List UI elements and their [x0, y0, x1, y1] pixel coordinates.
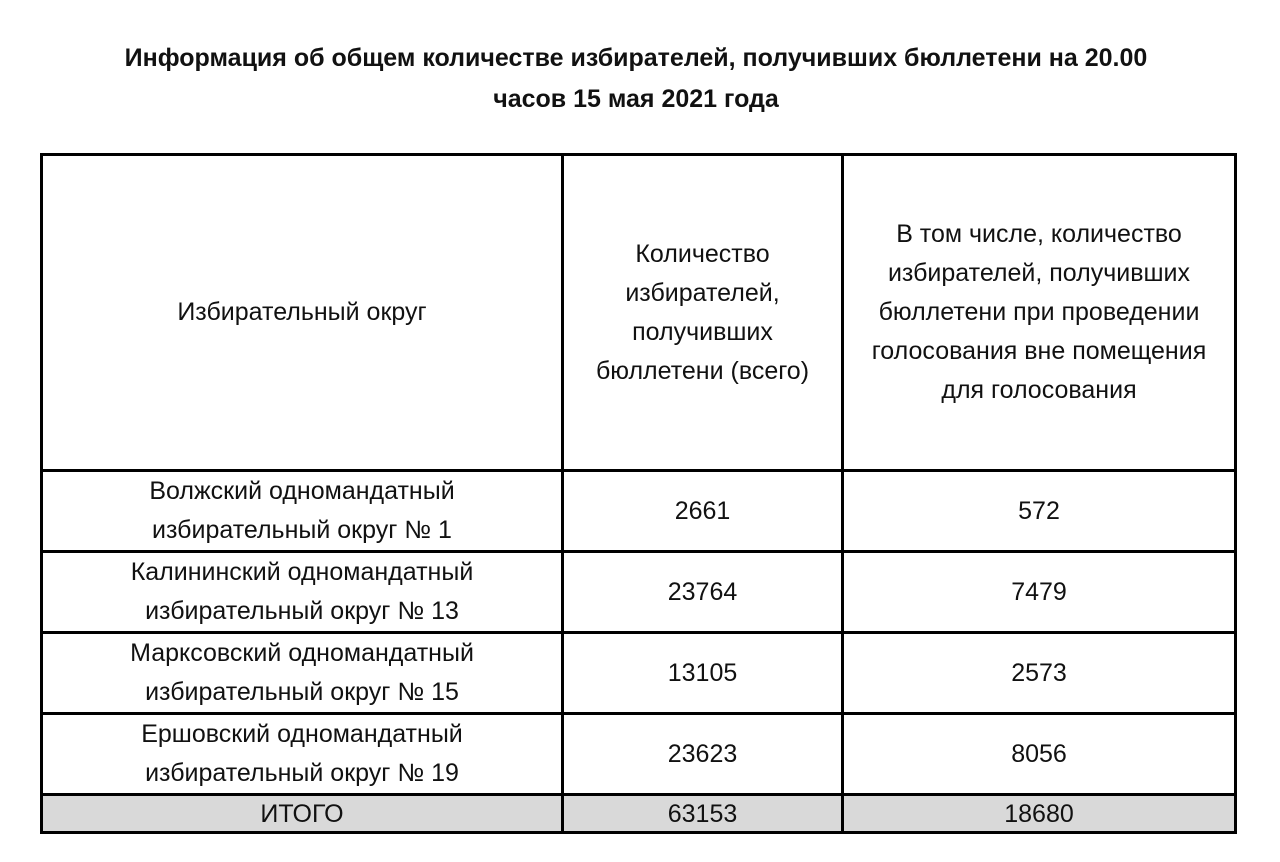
outside-cell: 8056	[843, 714, 1236, 795]
total-cell: 2661	[563, 471, 843, 552]
totals-row	[42, 795, 1236, 833]
header-district: Избирательный округ	[42, 155, 563, 471]
outside-cell: 2573	[843, 633, 1236, 714]
election-stats-table	[40, 153, 1237, 834]
total-cell: 23623	[563, 714, 843, 795]
totals-total-cell: 63153	[563, 795, 843, 833]
header-outside-voters: В том числе, количество избирателей, получивших бюллетени при проведении голосования вне помещения для голосования	[843, 155, 1236, 471]
district-cell: Волжский одномандатный избирательный округ № 1	[42, 471, 563, 552]
table-header-row	[42, 155, 1236, 471]
district-cell: Калининский одномандатный избирательный округ № 13	[42, 552, 563, 633]
totals-outside-cell: 18680	[843, 795, 1236, 833]
district-cell: Марксовский одномандатный избирательный округ № 15	[42, 633, 563, 714]
table-row	[42, 471, 1236, 552]
header-total-voters: Количество избирателей, получивших бюллетени (всего)	[563, 155, 843, 471]
district-cell: Ершовский одномандатный избирательный округ № 19	[42, 714, 563, 795]
total-cell: 23764	[563, 552, 843, 633]
outside-cell: 572	[843, 471, 1236, 552]
table-row	[42, 714, 1236, 795]
table-row	[42, 552, 1236, 633]
totals-label: ИТОГО	[42, 795, 563, 833]
table-row	[42, 633, 1236, 714]
total-cell: 13105	[563, 633, 843, 714]
page-title: Информация об общем количестве избирателей, получивших бюллетени на 20.00 часов 15 мая 2021 года	[124, 44, 1148, 113]
outside-cell: 7479	[843, 552, 1236, 633]
